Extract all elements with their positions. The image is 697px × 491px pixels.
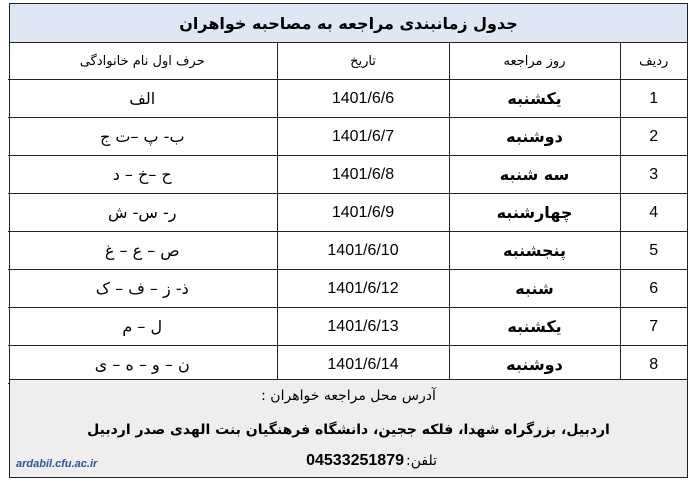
header-day: روز مراجعه xyxy=(449,43,620,80)
row-day: چهارشنبه xyxy=(449,194,620,232)
table-row xyxy=(8,270,687,308)
row-date: 1401/6/9 xyxy=(277,194,449,232)
row-letters: ص – ع – غ xyxy=(8,232,277,270)
row-number: 4 xyxy=(620,194,687,232)
address-title: آدرس محل مراجعه خواهران : xyxy=(261,388,436,404)
table-row xyxy=(8,156,687,194)
phone-label: تلفن: xyxy=(406,453,437,469)
row-day: سه شنبه xyxy=(449,156,620,194)
row-day: یکشنبه xyxy=(449,308,620,346)
row-day: یکشنبه xyxy=(449,80,620,118)
table-row xyxy=(8,118,687,156)
website-watermark: ardabil.cfu.ac.ir xyxy=(16,458,98,470)
table-row xyxy=(8,308,687,346)
row-number: 7 xyxy=(620,308,687,346)
row-date: 1401/6/7 xyxy=(277,118,449,156)
row-number: 8 xyxy=(620,346,687,384)
table-row xyxy=(8,232,687,270)
row-day: پنجشنبه xyxy=(449,232,620,270)
row-letters: ذ- ز – ف – ک xyxy=(8,270,277,308)
row-number: 1 xyxy=(620,80,687,118)
row-letters: ر- س- ش xyxy=(8,194,277,232)
schedule-document xyxy=(9,3,688,478)
row-date: 1401/6/12 xyxy=(277,270,449,308)
address-footer xyxy=(10,379,687,477)
row-day: دوشنبه xyxy=(449,346,620,384)
phone-line xyxy=(306,452,437,470)
row-number: 6 xyxy=(620,270,687,308)
schedule-table xyxy=(8,43,687,384)
row-date: 1401/6/10 xyxy=(277,232,449,270)
header-letters: حرف اول نام خانوادگی xyxy=(8,43,277,80)
table-header-row xyxy=(8,43,687,80)
address-text: اردبیل، بزرگراه شهدا، فلکه ججین، دانشگاه فرهنگیان بنت الهدی صدر اردبیل xyxy=(87,422,610,438)
row-date: 1401/6/14 xyxy=(277,346,449,384)
row-day: دوشنبه xyxy=(449,118,620,156)
row-letters: ل – م xyxy=(8,308,277,346)
row-date: 1401/6/8 xyxy=(277,156,449,194)
row-day: شنبه xyxy=(449,270,620,308)
header-row-number: ردیف xyxy=(620,43,687,80)
header-date: تاریخ xyxy=(277,43,449,80)
row-letters: الف xyxy=(8,80,277,118)
phone-number: 04533251879 xyxy=(306,452,404,469)
row-number: 3 xyxy=(620,156,687,194)
row-number: 5 xyxy=(620,232,687,270)
row-date: 1401/6/6 xyxy=(277,80,449,118)
row-date: 1401/6/13 xyxy=(277,308,449,346)
row-number: 2 xyxy=(620,118,687,156)
schedule-title: جدول زمانبندی مراجعه به مصاحبه خواهران xyxy=(10,4,687,43)
row-letters: ن – و – ه – ی xyxy=(8,346,277,384)
table-row xyxy=(8,80,687,118)
table-row xyxy=(8,346,687,384)
row-letters: ح –خ – د xyxy=(8,156,277,194)
row-letters: ب- پ –ت ج xyxy=(8,118,277,156)
table-row xyxy=(8,194,687,232)
